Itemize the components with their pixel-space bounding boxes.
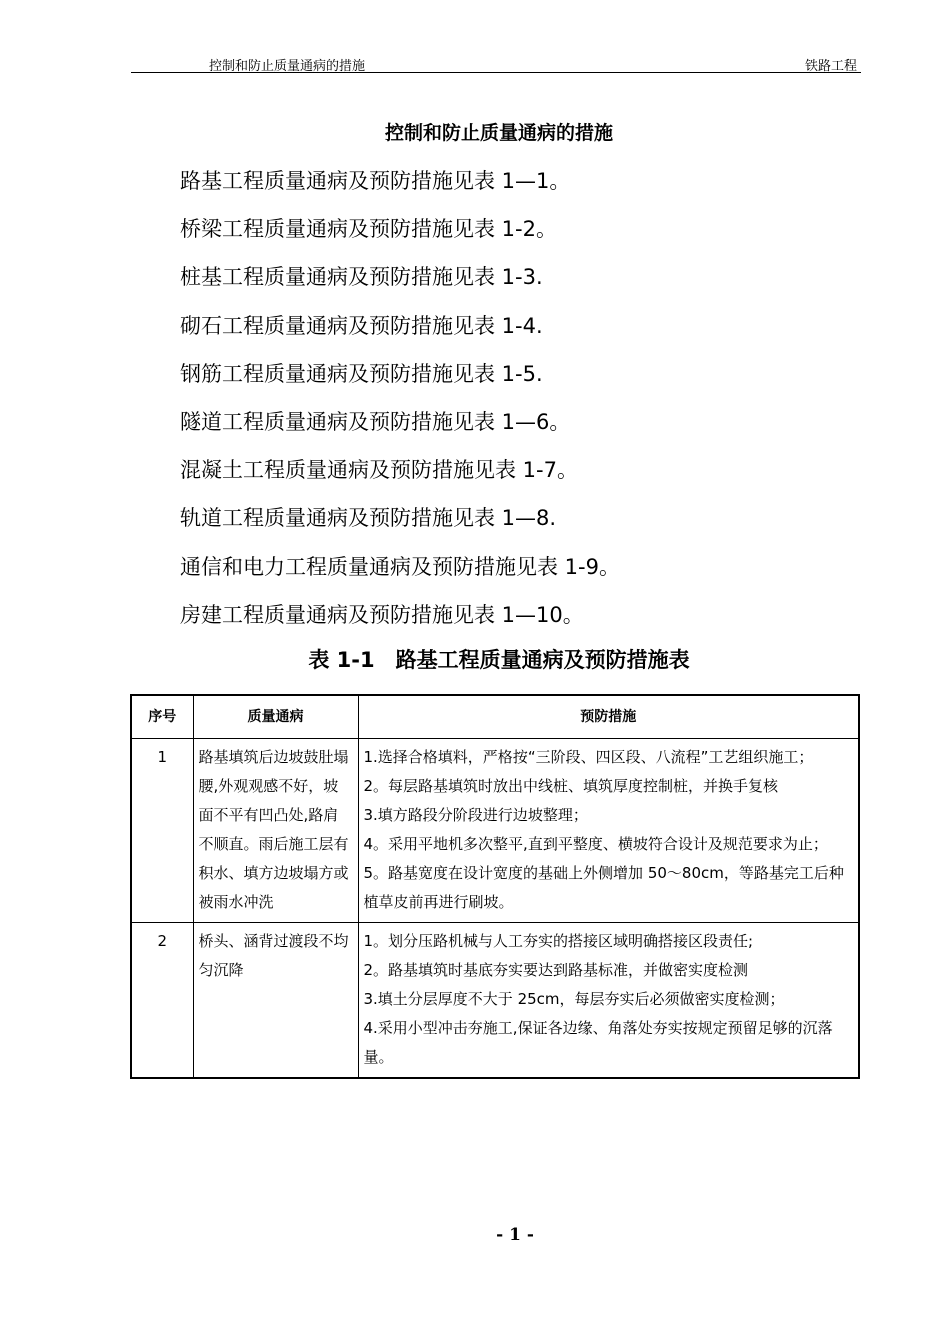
measure-item: 4。采用平地机多次整平,直到平整度、横坡符合设计及规范要求为止； (363, 835, 828, 853)
header-category: 铁路工程 (804, 59, 857, 74)
table-row (131, 923, 859, 1079)
reference-item-track: 轨道工程质量通病及预防措施见表 1—8. (180, 506, 557, 531)
row-number: 2 (131, 923, 193, 1079)
measure-item: 5。路基宽度在设计宽度的基础上外侧增加 50～80cm，等路基完工后种植草皮前再进行刷坡。 (363, 864, 844, 911)
page-header (131, 50, 861, 73)
table-row (131, 739, 859, 923)
row-number: 1 (131, 739, 193, 923)
header-document-title: 控制和防止质量通病的措施 (209, 59, 366, 74)
reference-item-pile: 桩基工程质量通病及预防措施见表 1-3. (180, 265, 543, 290)
measure-item: 3.填土分层厚度不大于 25cm，每层夯实后必须做密实度检测； (363, 990, 785, 1008)
measure-item: 1.选择合格填料，严格按“三阶段、四区段、八流程”工艺组织施工； (363, 748, 814, 766)
reference-item-masonry: 砌石工程质量通病及预防措施见表 1-4. (180, 313, 543, 338)
measures-cell (358, 923, 859, 1079)
reference-item-concrete: 混凝土工程质量通病及预防措施见表 1-7。 (180, 458, 578, 483)
measures-cell (358, 739, 859, 923)
defect-cell: 路基填筑后边坡鼓肚塌腰,外观观感不好，坡面不平有凹凸处,路肩不顺直。雨后施工层有积水、填方边坡塌方或被雨水冲洗 (193, 739, 358, 923)
table-header-row (131, 695, 859, 739)
column-header-number: 序号 (131, 695, 193, 739)
measure-item: 3.填方路段分阶段进行边坡整理； (363, 806, 588, 824)
reference-item-tunnel: 隧道工程质量通病及预防措施见表 1—6。 (180, 409, 571, 434)
table-caption: 表 1-1 路基工程质量通病及预防措施表 (308, 648, 690, 672)
quality-defects-table (130, 694, 860, 1079)
measure-item: 1。划分压路机械与人工夯实的搭接区域明确搭接区段责任; (363, 932, 754, 950)
column-header-defect: 质量通病 (193, 695, 358, 739)
reference-list (180, 164, 620, 646)
measure-item: 2。每层路基填筑时放出中线桩、填筑厚度控制桩，并换手复核 (363, 777, 779, 795)
page-number: - 1 - (496, 1225, 534, 1245)
column-header-measures: 预防措施 (358, 695, 859, 739)
defect-cell: 桥头、涵背过渡段不均匀沉降 (193, 923, 358, 1079)
document-title: 控制和防止质量通病的措施 (384, 122, 613, 144)
reference-item-communication-power: 通信和电力工程质量通病及预防措施见表 1-9。 (180, 554, 620, 579)
measure-item: 4.采用小型冲击夯施工,保证各边缘、角落处夯实按规定预留足够的沉落量。 (363, 1019, 833, 1066)
measure-item: 2。路基填筑时基底夯实要达到路基标准，并做密实度检测 (363, 961, 749, 979)
reference-item-rebar: 钢筋工程质量通病及预防措施见表 1-5. (180, 361, 543, 386)
reference-item-bridge: 桥梁工程质量通病及预防措施见表 1-2。 (180, 217, 557, 242)
reference-item-building: 房建工程质量通病及预防措施见表 1—10。 (180, 602, 584, 627)
reference-item-roadbed: 路基工程质量通病及预防措施见表 1—1。 (180, 169, 571, 193)
